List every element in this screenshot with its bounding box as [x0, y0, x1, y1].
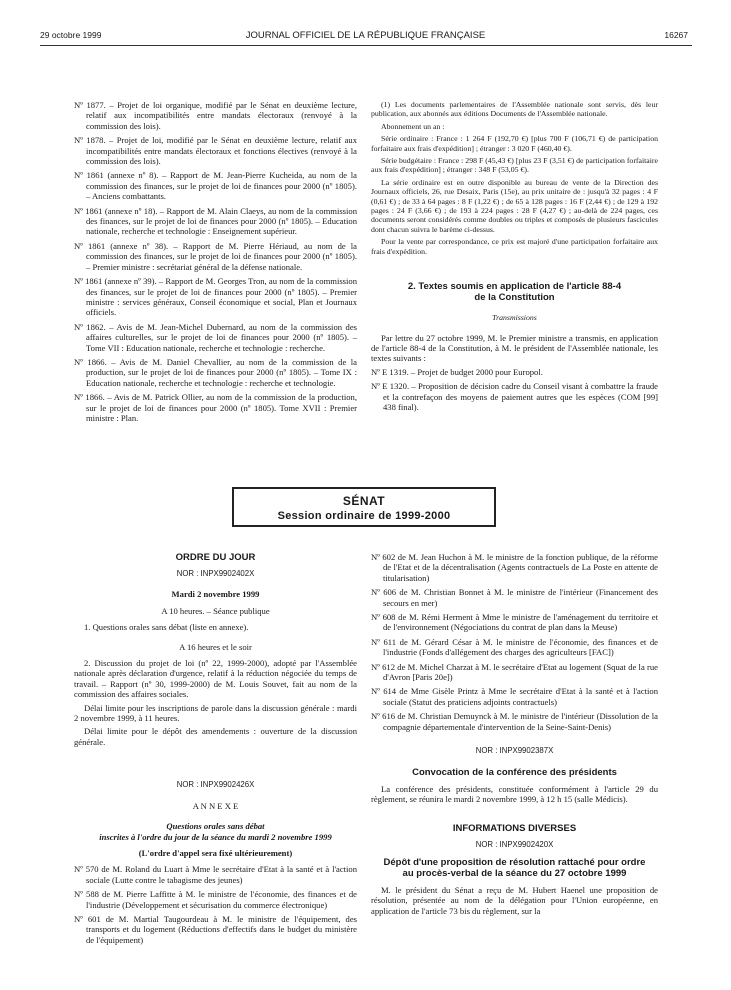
- questions-subtitle: inscrites à l'ordre du jour de la séance du mardi 2 novembre 1999: [99, 831, 332, 842]
- doc-entry: Nº 1861 (annexe nº 8). – Rapport de M. Jean-Pierre Kucheida, au nom de la commission des finances, sur le projet de loi de finances pour 2000 (nº 1805). – Anciens combattants.: [74, 170, 357, 202]
- transmission-intro: Par lettre du 27 octobre 1999, M. le Premier ministre a transmis, en application de l'article 88-4 de la Constitution, à M. le président de l'Assemblée nationale, les textes suivants :: [371, 332, 658, 364]
- budget-series-price: Série budgétaire : France : 298 F (45,43 €) [plus 23 F (3,51 €) de participation forfaitaire aux frais d'expédition] ; étranger : 348 F (53,05 €).: [371, 156, 658, 175]
- doc-entry: Nº 1878. – Projet de loi, modifié par le Sénat en deuxième lecture, relatif aux incompatibilités entre mandats électoraux et fonctions électives (renvoyé à la commission des lois).: [74, 135, 357, 167]
- question-item: Nº 606 de M. Christian Bonnet à M. le ministre de l'intérieur (Financement des secours en mer): [371, 587, 658, 608]
- top-left-column: [74, 100, 357, 427]
- transmissions-heading: Transmissions: [492, 313, 537, 323]
- session-time-10h: A 10 heures. – Séance publique: [161, 605, 270, 616]
- agenda-date: Mardi 2 novembre 1999: [171, 589, 260, 600]
- bottom-left-column: [74, 552, 357, 949]
- doc-entry: Nº 1861 (annexe nº 38). – Rapport de M. Pierre Hériaud, au nom de la commission des finances, sur le projet de loi de finances pour 2000 (nº 1805). – Premier ministre : secrétariat général de la défense nationale.: [74, 240, 357, 272]
- question-item: Nº 612 de M. Michel Charzat à M. le secrétaire d'Etat au logement (Squat de la rue d'Avron [Paris 20e]): [371, 661, 658, 683]
- header-title: JOURNAL OFFICIEL DE LA RÉPUBLIQUE FRANÇAISE: [245, 30, 486, 41]
- senat-session: Session ordinaire de 1999-2000: [277, 510, 451, 522]
- deposit-title-line1: Dépôt d'une proposition de résolution rattaché pour ordre: [383, 856, 646, 868]
- question-item: Nº 588 de M. Pierre Laffitte à M. le ministre de l'économie, des finances et de l'industrie (Développement et sécurisation du commerce électronique): [74, 889, 357, 910]
- doc-entry: Nº 1861 (annexe nº 39). – Rapport de M. Georges Tron, au nom de la commission des finances, sur le projet de loi de finances pour 2000 (nº 1805). – Premier ministre : services généraux, Conseil économique et social, Plan et Journaux officiels.: [74, 276, 357, 318]
- amendment-deadline: Délai limite pour le dépôt des amendements : ouverture de la discussion générale.: [74, 726, 357, 747]
- question-item: Nº 608 de M. Rémi Herment à Mme le ministre de l'aménagement du territoire et de l'environnement (Négociations du contrat de plan dans la Meuse): [371, 612, 658, 633]
- convocation-text: La conférence des présidents, constituée conformément à l'article 29 du règlement, se réunira le mardi 2 novembre 1999, à 12 h 15 (salle Médicis).: [371, 783, 658, 804]
- sales-info: La série ordinaire est en outre disponible au bureau de vente de la Direction des Journaux officiels, 26, rue Desaix, Paris (15e), au prix unitaire de : jusqu'à 32 pages : 4 F (0,61 €) ; de 33 à 64 pages : 8 F (1,22 €) ; de 65 à 128 pages : 16 F (2,44 €) ; de 129 à 192 pages : 24 F (3,66 €) ; de 193 à 224 pages : 28 F (4,27 €) ; au-delà de 224 pages, ces documents seront considérés comme doubles ou triples et composés de plusieurs fascicules dont chacun suivra le barème ci-dessus.: [371, 177, 658, 234]
- header-date: 29 octobre 1999: [40, 30, 102, 40]
- senat-title: SÉNAT: [342, 494, 386, 508]
- transmission-entry: Nº E 1319. – Projet de budget 2000 pour Europol.: [371, 366, 543, 377]
- mail-order-info: Pour la vente par correspondance, ce prix est majoré d'une participation forfaitaire aux frais d'expédition.: [371, 237, 658, 256]
- nor-reference: NOR : INPX9902402X: [176, 569, 255, 578]
- deposit-title-line2: au procès-verbal de la séance du 27 octobre 1999: [402, 867, 627, 879]
- nor-reference: NOR : INPX9902387X: [475, 746, 554, 756]
- info-title: INFORMATIONS DIVERSES: [452, 823, 577, 835]
- header-rule: [40, 45, 692, 46]
- header-page-number: 16267: [664, 30, 688, 40]
- nor-reference: NOR : INPX9902426X: [176, 780, 255, 790]
- footnote: (1) Les documents parlementaires de l'Assemblée nationale sont servis, dès leur publication, aux abonnés aux éditions Documents de l'Assemblée nationale.: [371, 100, 658, 119]
- nor-reference: NOR : INPX9902420X: [475, 840, 554, 850]
- doc-entry: Nº 1877. – Projet de loi organique, modifié par le Sénat en deuxième lecture, relatif aux incompatibilités entre mandats électoraux (renvoyé à la commission des lois).: [74, 100, 357, 131]
- bottom-right-column: [371, 552, 658, 919]
- top-right-column: [371, 100, 658, 416]
- doc-entry: Nº 1861 (annexe nº 18). – Rapport de M. Alain Claeys, au nom de la commission des finances, sur le projet de loi de finances pour 2000 (nº 1805). – Education nationale, recherche et technologie : Enseignement supérieur.: [74, 205, 357, 237]
- ordinary-series-price: Série ordinaire : France : 1 264 F (192,70 €) [plus 700 F (106,71 €) de participation forfaitaire aux frais d'expédition] ; étranger : 3 020 F (460,40 €).: [371, 134, 658, 153]
- questions-title: Questions orales sans débat: [166, 821, 265, 832]
- question-item: Nº 614 de Mme Gisèle Printz à Mme le secrétaire d'Etat à la santé et à l'action sociale (Statut des praticiens adjoints contractuels): [371, 686, 658, 707]
- section-title-line1: 2. Textes soumis en application de l'article 88-4: [407, 281, 622, 293]
- deposit-text: M. le président du Sénat a reçu de M. Hubert Haenel une proposition de résolution, présentée au nom de la délégation pour l'Union européenne, en application de l'article 73 bis du règlement, sur la: [371, 884, 658, 916]
- question-item: Nº 611 de M. Gérard César à M. le ministre de l'économie, des finances et de l'industrie (Fonds d'allégement des charges des agriculteurs [FAC]): [371, 636, 658, 658]
- convocation-title: Convocation de la conférence des présidents: [412, 766, 617, 778]
- subscription-label: Abonnement un an :: [381, 121, 445, 131]
- question-item: Nº 616 de M. Christian Demuynck à M. le ministre de l'intérieur (Dissolution de la compagnie départementale d'intervention de la Seine-Saint-Denis): [371, 711, 658, 732]
- agenda-item-2: 2. Discussion du projet de loi (nº 22, 1999-2000), adopté par l'Assemblée nationale après déclaration d'urgence, relatif à la réduction négociée du temps de travail. – Rapport (nº 30, 1999-2000) de M. Louis Souvet, fait au nom de la commission des affaires sociales.: [74, 658, 357, 700]
- doc-entry: Nº 1862. – Avis de M. Jean-Michel Dubernard, au nom de la commission des affaires culturelles, sur le projet de loi de finances pour 2000 (nº 1805). – Tome VII : Education nationale, recherche et technologie : recherche.: [74, 321, 357, 353]
- section-title-line2: de la Constitution: [474, 292, 555, 304]
- call-order-note: (L'ordre d'appel sera fixé ultérieurement): [138, 847, 293, 858]
- question-item: Nº 602 de M. Jean Huchon à M. le ministre de la fonction publique, de la réforme de l'Etat et de la décentralisation (Agents contractuels de La Poste en attente de titularisation): [371, 552, 658, 583]
- question-item: Nº 601 de M. Martial Taugourdeau à M. le ministre de l'équipement, des transports et du logement (Réductions d'effectifs dans le budget du ministère de l'équipement): [74, 913, 357, 945]
- speaking-deadline: Délai limite pour les inscriptions de parole dans la discussion générale : mardi 2 novembre 1999, à 11 heures.: [74, 702, 357, 724]
- agenda-title: ORDRE DU JOUR: [175, 552, 256, 563]
- question-item: Nº 570 de M. Roland du Luart à Mme le secrétaire d'Etat à la santé et à l'action sociale (Lutte contre le tabagisme des jeunes): [74, 864, 357, 885]
- annex-title: A N N E X E: [192, 800, 239, 811]
- senat-title-box: [232, 487, 496, 527]
- doc-entry: Nº 1866. – Avis de M. Patrick Ollier, au nom de la commission de la production, sur le projet de loi de finances pour 2000 (nº 1805). Tome XVII : Premier ministre : Plan.: [74, 392, 357, 423]
- session-time-16h: A 16 heures et le soir: [179, 641, 252, 652]
- transmission-entry: Nº E 1320. – Proposition de décision cadre du Conseil visant à combattre la fraude et la contrefaçon des moyens de paiement autres que les espèces (COM [99] 438 final).: [371, 381, 658, 412]
- doc-entry: Nº 1866. – Avis de M. Daniel Chevallier, au nom de la commission de la production, sur le projet de loi de finances pour 2000 (nº 1805). – Tome IX : Education nationale, recherche et technologie : recherche et technologie.: [74, 356, 357, 388]
- agenda-item-1: 1. Questions orales sans débat (liste en annexe).: [84, 622, 249, 633]
- page-header: [0, 30, 731, 44]
